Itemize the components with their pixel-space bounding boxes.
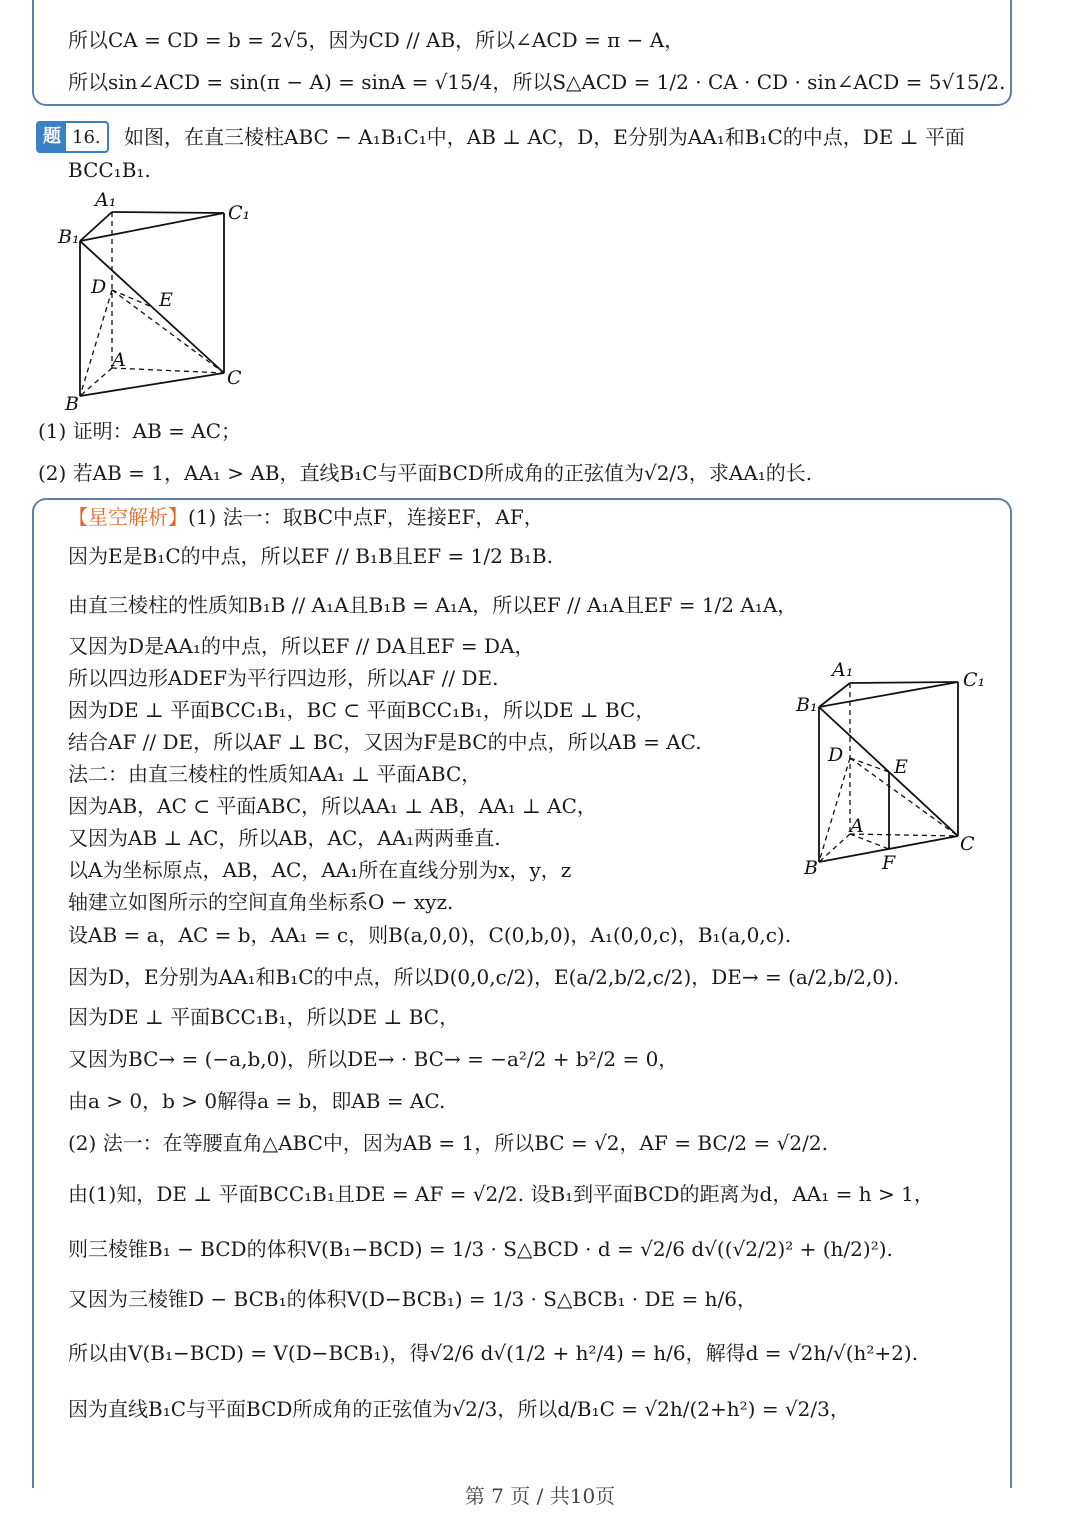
question-stem-line-1: 如图，在直三棱柱ABC − A₁B₁C₁中，AB ⊥ AC，D，E分别为AA₁和B₁C的中点，DE ⊥ 平面 (124, 125, 965, 149)
label-C1: C₁ (228, 202, 251, 224)
label-E: E (159, 289, 173, 311)
solution-line-9: 因为AB，AC ⊂ 平面ABC，所以AA₁ ⊥ AB，AA₁ ⊥ AC， (68, 794, 597, 818)
label-B1-solution: B₁ (796, 694, 818, 716)
solution-line-22: 所以由V(B₁−BCD) = V(D−BCB₁)，得√2/6 d√(1/2 + h²/4) = h/6，解得d = √2h/√(h²+2). (68, 1341, 919, 1365)
solution-line-4: 又因为D是AA₁的中点，所以EF // DA且EF = DA， (68, 634, 535, 658)
solution-line-15: 因为DE ⊥ 平面BCC₁B₁，所以DE ⊥ BC， (68, 1005, 460, 1029)
solution-line-17: 由a > 0，b > 0解得a = b，即AB = AC. (68, 1089, 446, 1113)
solution-line-12: 轴建立如图所示的空间直角坐标系O − xyz. (68, 890, 454, 914)
label-A: A (112, 349, 126, 371)
solution-line-13: 设AB = a，AC = b，AA₁ = c，则B(a,0,0)，C(0,b,0)，A₁(0,0,c)，B₁(a,0,c). (68, 923, 792, 947)
solution-line-5: 所以四边形ADEF为平行四边形，所以AF // DE. (68, 666, 499, 690)
previous-solution-line-2: 所以sin∠ACD = sin(π − A) = sinA = √15/4，所以S△ACD = 1/2 · CA · CD · sin∠ACD = 5√15/2. (68, 70, 1006, 94)
solution-line-20: 则三棱锥B₁ − BCD的体积V(B₁−BCD) = 1/3 · S△BCD · d = √2/6 d√((√2/2)² + (h/2)²). (68, 1237, 893, 1261)
label-C1-solution: C₁ (963, 669, 986, 691)
page-number: 第 7 页 / 共10页 (464, 1484, 616, 1508)
label-D: D (91, 276, 107, 298)
label-A1-solution: A₁ (832, 659, 854, 681)
label-B: B (65, 393, 79, 414)
solution-line-21: 又因为三棱锥D − BCB₁的体积V(D−BCB₁) = 1/3 · S△BCB₁ · DE = h/6， (68, 1287, 757, 1311)
question-stem-line-2: BCC₁B₁. (68, 158, 151, 182)
solution-line-1 (68, 504, 544, 530)
solution-line-8: 法二：由直三棱柱的性质知AA₁ ⊥ 平面ABC， (68, 762, 482, 786)
prism-figure-question (55, 186, 270, 414)
label-C-solution: C (960, 833, 975, 855)
question-part-2: (2) 若AB = 1，AA₁ > AB，直线B₁C与平面BCD所成角的正弦值为√2/3，求AA₁的长. (38, 461, 813, 485)
solution-line-6: 因为DE ⊥ 平面BCC₁B₁，BC ⊂ 平面BCC₁B₁，所以DE ⊥ BC， (68, 698, 656, 722)
question-number: 16. (72, 126, 101, 148)
question-part-1: (1) 证明：AB = AC； (38, 419, 242, 443)
solution-line-7: 结合AF // DE，所以AF ⊥ BC，又因为F是BC的中点，所以AB = AC. (68, 730, 702, 754)
label-B1: B₁ (58, 226, 80, 248)
solution-text-1: (1) 法一：取BC中点F，连接EF，AF， (188, 505, 544, 529)
solution-line-16: 又因为BC→ = (−a,b,0)，所以DE→ · BC→ = −a²/2 + b²/2 = 0， (68, 1047, 679, 1071)
label-A1: A₁ (95, 189, 117, 211)
question-badge (36, 121, 109, 153)
solution-line-3: 由直三棱柱的性质知B₁B // A₁A且B₁B = A₁A，所以EF // A₁A且EF = 1/2 A₁A， (68, 593, 798, 617)
solution-line-19: 由(1)知，DE ⊥ 平面BCC₁B₁且DE = AF = √2/2. 设B₁到平面BCD的距离为d，AA₁ = h > 1， (68, 1182, 934, 1206)
prism-figure-solution (790, 650, 1000, 882)
label-F-solution: F (882, 852, 896, 874)
solution-line-14: 因为D，E分别为AA₁和B₁C的中点，所以D(0,0,c/2)，E(a/2,b/2,c/2)，DE→ = (a/2,b/2,0). (68, 965, 900, 989)
solution-line-10: 又因为AB ⊥ AC，所以AB，AC，AA₁两两垂直. (68, 826, 501, 850)
label-C: C (227, 367, 242, 389)
solution-line-11: 以A为坐标原点，AB，AC，AA₁所在直线分别为x，y，z (68, 858, 572, 882)
solution-line-23: 因为直线B₁C与平面BCD所成角的正弦值为√2/3，所以d/B₁C = √2h/(2+h²) = √2/3， (68, 1397, 850, 1421)
label-B-solution: B (804, 857, 818, 879)
label-A-solution: A (850, 815, 864, 837)
question-badge-label: 题 (38, 123, 66, 151)
solution-line-2: 因为E是B₁C的中点，所以EF // B₁B且EF = 1/2 B₁B. (68, 544, 553, 568)
label-E-solution: E (894, 756, 908, 778)
solution-line-18: (2) 法一：在等腰直角△ABC中，因为AB = 1，所以BC = √2，AF = BC/2 = √2/2. (68, 1131, 828, 1155)
previous-solution-line-1: 所以CA = CD = b = 2√5，因为CD // AB，所以∠ACD = π − A， (68, 28, 685, 52)
solution-tag: 【星空解析】 (68, 505, 188, 529)
label-D-solution: D (828, 744, 844, 766)
